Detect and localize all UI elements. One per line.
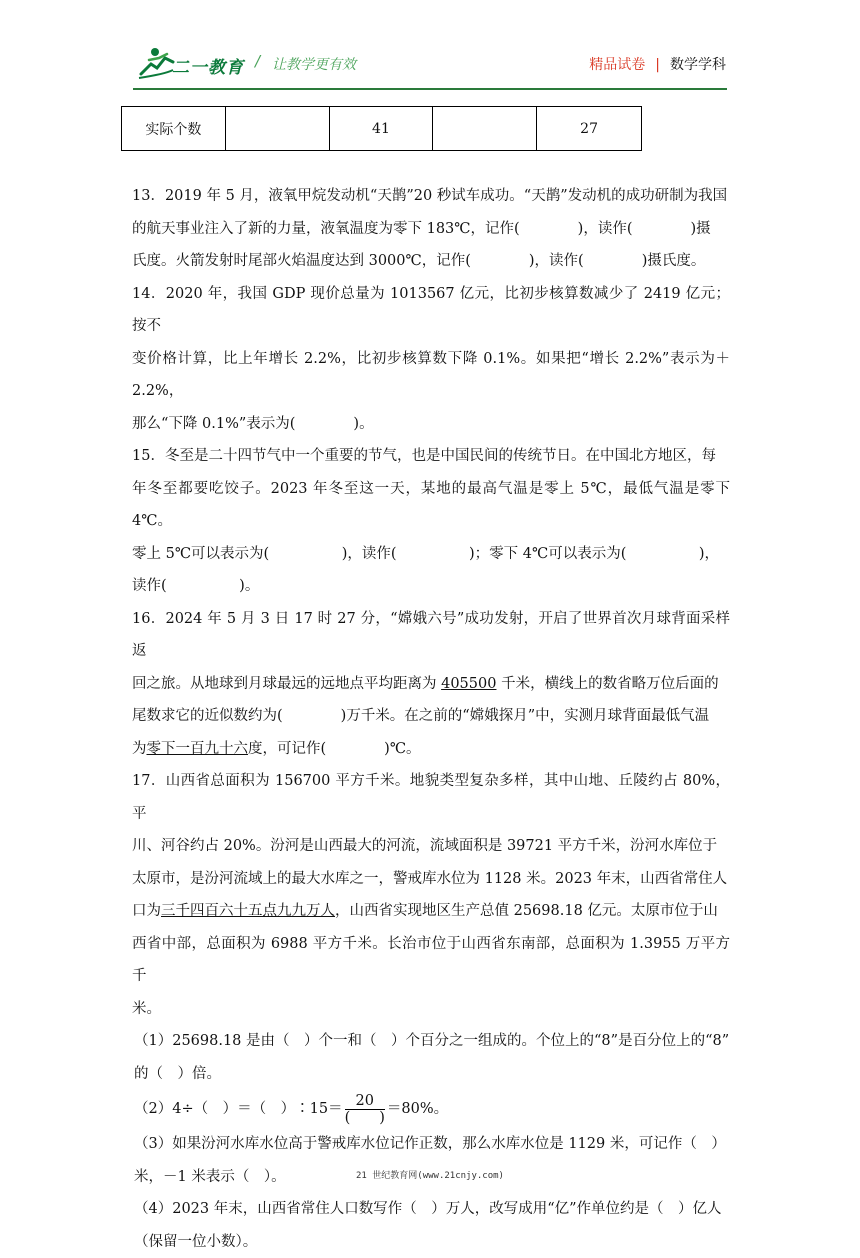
question-16: [132, 603, 730, 766]
text-span: 回之旅。从地球到月球最远的远地点平均距离为: [132, 676, 441, 692]
sub-question-4: （4）2023 年末，山西省常住人口数写作（ ）万人，改写成用“亿”作单位约是（ ）亿人: [132, 1193, 730, 1226]
text-span: ，山西省实现地区生产总值 25698.18 亿元。太原市位于山: [335, 903, 718, 919]
question-content: [132, 180, 730, 1258]
question-15: [132, 440, 730, 603]
table-row: [122, 107, 642, 151]
table-cell: [225, 107, 329, 151]
question-line: 17．山西省总面积为 156700 平方千米。地貌类型复杂多样，其中山地、丘陵约占 80%，平: [132, 765, 730, 830]
table-row-label: 实际个数: [122, 107, 226, 151]
brand-name: 二一教育: [172, 53, 244, 78]
question-line: 16．2024 年 5 月 3 日 17 时 27 分，“嫦娥六号”成功发射，开启了世界首次月球背面采样返: [132, 603, 730, 668]
sub-question-4-cont: （保留一位小数）。: [132, 1226, 730, 1258]
text-span: 千米，横线上的数省略万位后面的: [496, 676, 718, 692]
table-cell: [433, 107, 537, 151]
question-13: [132, 180, 730, 278]
page-header: [0, 0, 860, 110]
sub-question-3-cont: 米，－1 米表示（ ）。: [132, 1161, 730, 1194]
text-span: 为: [132, 741, 147, 757]
count-table: [121, 106, 642, 151]
question-17: [132, 765, 730, 1258]
question-line: [132, 668, 730, 701]
page-footer: 21 世纪教育网(www.21cnjy.com): [0, 1168, 860, 1181]
subject-label: 数学学科: [670, 57, 726, 73]
question-line: 尾数求它的近似数约为( )万千米。在之前的“嫦娥探月”中，实测月球背面最低气温: [132, 700, 730, 733]
header-separator: /: [255, 52, 260, 70]
header-rule: [133, 88, 727, 90]
header-right: [589, 54, 726, 74]
question-line: 西省中部，总面积为 6988 平方千米。长治市位于山西省东南部，总面积为 1.3955 万平方千: [132, 928, 730, 993]
question-line: 变价格计算，比上年增长 2.2%，比初步核算数下降 0.1%。如果把“增长 2.2%”表示为＋2.2%，: [132, 343, 730, 408]
table-cell: 41: [329, 107, 433, 151]
question-line: 13．2019 年 5 月，液氧甲烷发动机“天鹊”20 秒试车成功。“天鹊”发动机的成功研制为我国: [132, 180, 730, 213]
fraction: [345, 1093, 385, 1126]
fraction-denominator: ( ): [345, 1110, 385, 1126]
sub-question-1: （1）25698.18 是由（ ）个一和（ ）个百分之一组成的。个位上的“8”是百分位上的“8”: [132, 1025, 730, 1058]
underlined-number: 405500: [441, 676, 496, 692]
question-line: 米。: [132, 993, 730, 1026]
question-line: 年冬至都要吃饺子。2023 年冬至这一天，某地的最高气温是零上 5℃，最低气温是零下 4℃。: [132, 473, 730, 538]
text-span: ＝80%。: [387, 1101, 448, 1117]
brand-slogan: 让教学更有效: [272, 54, 356, 74]
question-line: 氏度。火箭发射时尾部火焰温度达到 3000℃，记作( )，读作( )摄氏度。: [132, 245, 730, 278]
header-divider: |: [655, 57, 660, 73]
sub-question-2: [132, 1090, 730, 1128]
question-line: 太原市，是汾河流域上的最大水库之一，警戒库水位为 1128 米。2023 年末，山西省常住人: [132, 863, 730, 896]
question-line: 14．2020 年，我国 GDP 现价总量为 1013567 亿元，比初步核算数减少了 2419 亿元；按不: [132, 278, 730, 343]
underlined-phrase: 零下一百九十六: [147, 741, 249, 757]
sub-question-3: （3）如果汾河水库水位高于警戒库水位记作正数，那么水库水位是 1129 米，可记作（ ）: [132, 1128, 730, 1161]
question-14: [132, 278, 730, 441]
text-span: 口为: [132, 903, 161, 919]
premium-label: 精品试卷: [589, 57, 645, 73]
question-line: [132, 895, 730, 928]
question-line: 读作( )。: [132, 570, 730, 603]
question-line: 那么“下降 0.1%”表示为( )。: [132, 408, 730, 441]
text-span: 度，可记作( )℃。: [248, 741, 421, 757]
question-line: 川、河谷约占 20%。汾河是山西最大的河流，流域面积是 39721 平方千米，汾河水库位于: [132, 830, 730, 863]
question-line: [132, 733, 730, 766]
text-span: （2）4÷（ ）＝（ ）∶15＝: [134, 1101, 343, 1117]
question-line: 15．冬至是二十四节气中一个重要的节气，也是中国民间的传统节日。在中国北方地区，每: [132, 440, 730, 473]
table-cell: 27: [537, 107, 642, 151]
underlined-phrase: 三千四百六十五点九九万人: [161, 903, 335, 919]
question-line: 的航天事业注入了新的力量，液氧温度为零下 183℃，记作( )，读作( )摄: [132, 213, 730, 246]
question-line: 零上 5℃可以表示为( )，读作( )；零下 4℃可以表示为( )，: [132, 538, 730, 571]
fraction-numerator: 20: [345, 1093, 385, 1110]
sub-question-1-cont: 的（ ）倍。: [132, 1058, 730, 1091]
